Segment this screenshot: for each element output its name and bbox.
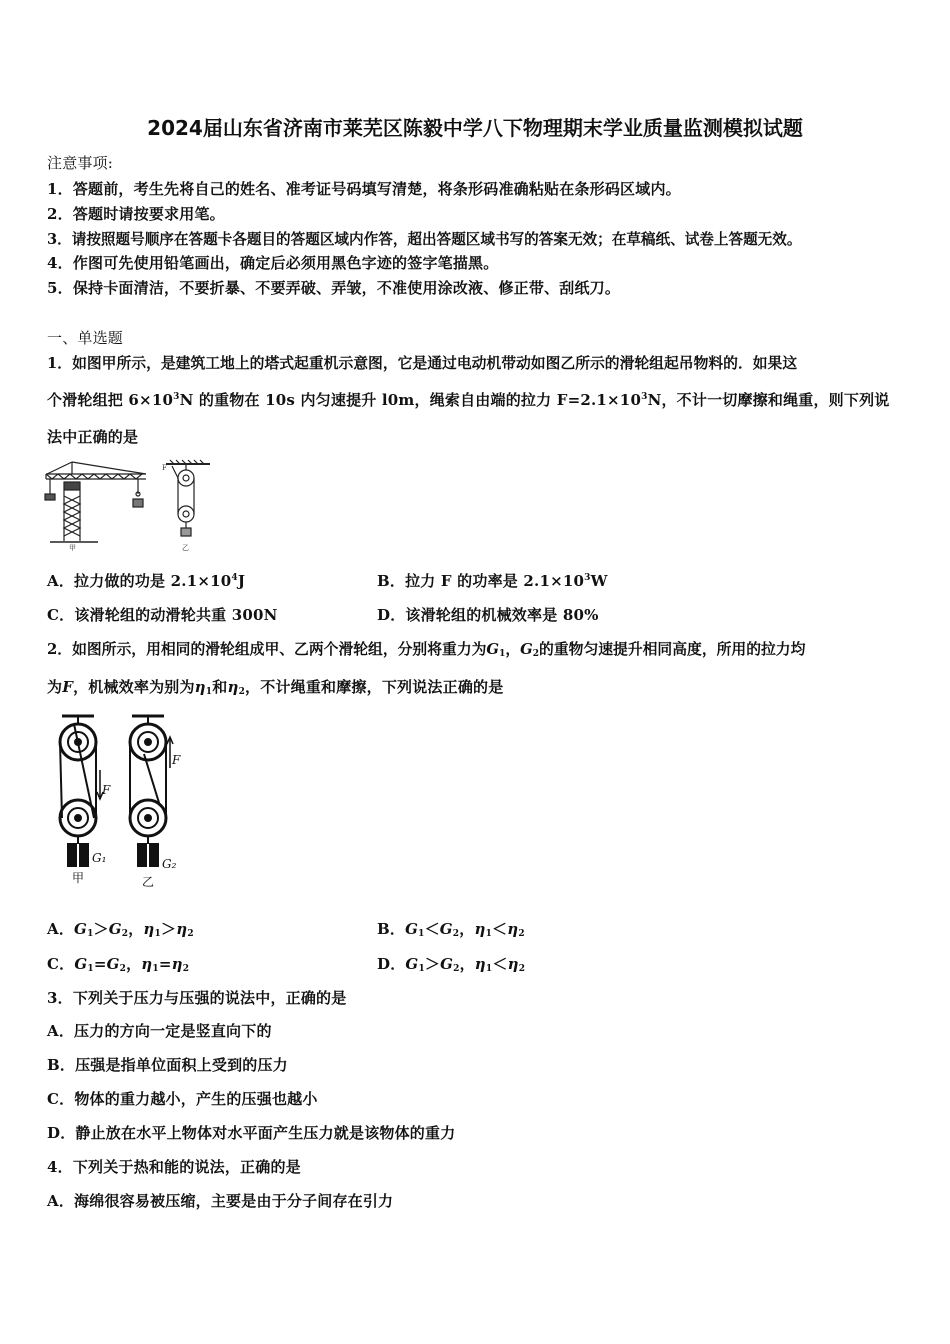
q2-option-c: C．$G_1=G_2$，$\eta_1=\eta_2$ [47, 955, 190, 974]
q1-stem-line3: 法中正确的是 [47, 428, 139, 446]
notice-item-1: 1．答题前，考生先将自己的姓名、准考证号码填写清楚，将条形码准确粘贴在条形码区域内。 [47, 180, 681, 198]
q2-option-d: D．$G_1>G_2$，$\eta_1<\eta_2$ [377, 955, 526, 974]
q1-fig-label-a: 甲 [69, 544, 76, 552]
q1-option-d: D．该滑轮组的机械效率是 80% [377, 606, 599, 624]
q2-stem-line1: 2．如图所示，用相同的滑轮组成甲、乙两个滑轮组，分别将重力为$G_1$，$G_2$的重物匀速提升相同高度，所用的拉力均 [47, 641, 806, 659]
section-heading: 一、单选题 [47, 329, 124, 347]
q1-option-c: C．该滑轮组的动滑轮共重 300N [47, 606, 278, 624]
q1-fig-label-b: 乙 [182, 544, 189, 552]
q2-option-a: A．$G_1>G_2$，$\eta_1>\eta_2$ [47, 920, 194, 939]
q1-fig-F-label: F [162, 464, 167, 472]
q2-fig-label-yi: 乙 [142, 875, 155, 889]
notice-item-3: 3．请按照题号顺序在答题卡各题目的答题区域内作答，超出答题区域书写的答案无效；在草稿纸、试卷上答题无效。 [47, 231, 802, 248]
q2-fig-F-left: F [102, 783, 111, 797]
q1-stem-line2: 个滑轮组把 $6\times 10^3N$ 的重物在 10s 内匀速提升 l0m，绳索自由端的拉力 $F=2.1\times 10^3N$，不计一切摩擦和绳重，则下列说 [47, 391, 890, 409]
q1-option-a: A．拉力做的功是 $2.1\times 10^4J$ [47, 572, 246, 590]
q2-option-b: B．$G_1<G_2$，$\eta_1<\eta_2$ [377, 920, 525, 939]
q4-stem: 4．下列关于热和能的说法，正确的是 [47, 1158, 301, 1176]
notice-item-5: 5．保持卡面清洁，不要折暴、不要弄破、弄皱，不准使用涂改液、修正带、刮纸刀。 [47, 279, 621, 297]
q3-option-c: C．物体的重力越小，产生的压强也越小 [47, 1090, 318, 1108]
q3-option-b: B．压强是指单位面积上受到的压力 [47, 1056, 288, 1074]
q2-fig-F-right: F [172, 753, 181, 767]
q2-fig-G1: G₁ [92, 851, 107, 865]
notice-item-4: 4．作图可先使用铅笔画出，确定后必须用黑色字迹的签字笔描黑。 [47, 254, 499, 272]
q2-figure-pulleys [54, 710, 194, 890]
q3-stem: 3．下列关于压力与压强的说法中，正确的是 [47, 989, 347, 1007]
notice-item-2: 2．答题时请按要求用笔。 [47, 205, 225, 223]
q1-option-b: B．拉力 F 的功率是 $2.1\times 10^3W$ [377, 572, 608, 590]
notice-heading: 注意事项: [47, 154, 114, 172]
q1-stem-line1: 1．如图甲所示，是建筑工地上的塔式起重机示意图，它是通过电动机带动如图乙所示的滑轮组起吊物料的．如果这 [47, 355, 798, 372]
q3-option-d: D．静止放在水平上物体对水平面产生压力就是该物体的重力 [47, 1124, 456, 1142]
q2-stem-line2: 为F，机械效率为别为$\eta_1$和$\eta_2$，不计绳重和摩擦，下列说法正确的是 [47, 678, 504, 697]
q2-fig-label-jia: 甲 [72, 871, 85, 885]
q3-option-a: A．压力的方向一定是竖直向下的 [47, 1022, 272, 1040]
q4-option-a: A．海绵很容易被压缩，主要是由于分子间存在引力 [47, 1192, 394, 1210]
q1-figure-crane [42, 456, 217, 554]
page-title: 2024届山东省济南市莱芜区陈毅中学八下物理期末学业质量监测模拟试题 [147, 116, 803, 140]
q2-fig-G2: G₂ [162, 857, 177, 871]
